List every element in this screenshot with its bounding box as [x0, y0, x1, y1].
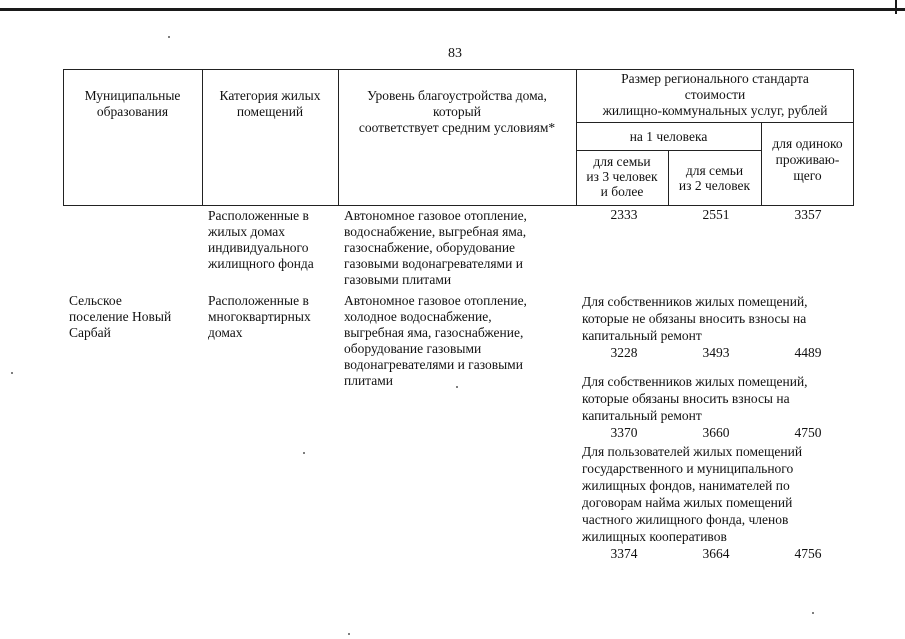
row1-level: Автономное газовое отопление, водоснабжение, выгребная яма, газоснабжение, оборудование газовыми водонагревателями и газовыми плитами [344, 208, 527, 287]
header-level: Уровень благоустройства дома, который соответствует средним условиям* [358, 88, 556, 135]
group1-value-family2: 3493 [702, 345, 730, 360]
top-border-line [0, 8, 905, 11]
header-family-3: для семьи из 3 человек и более [586, 154, 658, 199]
group2-value-single: 4750 [794, 425, 822, 440]
group1-value-family3: 3228 [610, 345, 638, 360]
group2-value-family3: 3370 [610, 425, 638, 440]
group1-note: Для собственников жилых помещений, которые не обязаны вносить взносы на капитальный ремонт [582, 294, 808, 343]
scan-speck [303, 452, 305, 454]
row1-value-family3: 2333 [610, 207, 638, 222]
group2-value-family2: 3660 [702, 425, 730, 440]
group3-note: Для пользователей жилых помещений государственного и муниципального жилищных фондов, нанимателей по договорам найма жилых помещений частного жилищного фонда, членов жилищных кооперативов [582, 444, 803, 544]
scan-speck [348, 633, 350, 635]
scan-speck [812, 612, 814, 614]
row2-category: Расположенные в многоквартирных домах [208, 293, 311, 340]
group2-note: Для собственников жилых помещений, которые обязаны вносить взносы на капитальный ремонт [582, 374, 808, 423]
header-municipality: Муниципальные образования [84, 88, 181, 119]
header-standard: Размер регионального стандарта стоимости жилищно-коммунальных услуг, рублей [602, 71, 828, 118]
row2-level: Автономное газовое отопление, холодное водоснабжение, выгребная яма, газоснабжение, оборудование газовыми водонагревателями и газовыми плитами [344, 293, 527, 388]
header-family-2: для семьи из 2 человек [678, 163, 751, 193]
header-category: Категория жилых помещений [219, 88, 321, 119]
row1-value-family2: 2551 [702, 207, 730, 222]
group3-value-family2: 3664 [702, 546, 730, 561]
group3-value-family3: 3374 [610, 546, 638, 561]
page-number: 83 [448, 46, 462, 61]
row1-category: Расположенные в жилых домах индивидуального жилищного фонда [208, 208, 314, 271]
header-single: для одиноко проживаю- щего [772, 136, 843, 183]
row1-value-single: 3357 [794, 207, 822, 222]
group3-value-single: 4756 [794, 546, 822, 561]
scan-speck [168, 36, 170, 38]
header-per-person: на 1 человека [629, 129, 708, 144]
scan-speck [11, 372, 13, 374]
corner-mark [895, 0, 897, 14]
group1-value-single: 4489 [794, 345, 822, 360]
scan-speck [456, 386, 458, 388]
row2-municipality: Сельское поселение Новый Сарбай [69, 293, 172, 340]
